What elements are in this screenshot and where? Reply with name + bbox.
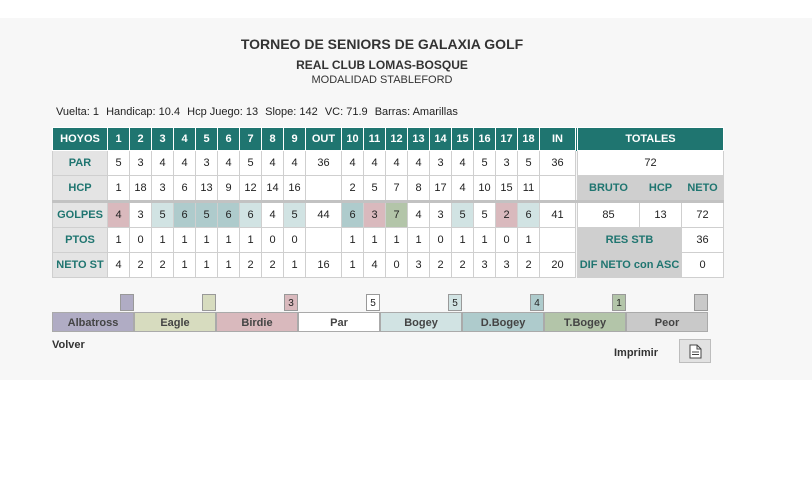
score-cell: 12 bbox=[240, 176, 262, 202]
dif-neto-value: 0 bbox=[682, 253, 724, 278]
score-cell: 6 bbox=[240, 202, 262, 228]
score-cell: 10 bbox=[474, 176, 496, 202]
score-cell: 1 bbox=[452, 228, 474, 253]
score-cell: 4 bbox=[152, 151, 174, 176]
header-cell: IN bbox=[540, 128, 576, 151]
legend-item-par: Par bbox=[298, 312, 380, 332]
score-cell: 3 bbox=[496, 151, 518, 176]
score-cell: 4 bbox=[452, 151, 474, 176]
score-cell: 16 bbox=[306, 253, 342, 278]
score-cell: 2 bbox=[342, 176, 364, 202]
page-title: TORNEO DE SENIORS DE GALAXIA GOLF bbox=[240, 36, 524, 52]
score-cell: 1 bbox=[218, 228, 240, 253]
legend-count-badge bbox=[120, 294, 134, 311]
score-cell: 3 bbox=[496, 253, 518, 278]
score-cell: 3 bbox=[152, 176, 174, 202]
score-cell: 2 bbox=[452, 253, 474, 278]
header-cell: 8 bbox=[262, 128, 284, 151]
row-label: NETO ST bbox=[53, 253, 108, 278]
row-label: PAR bbox=[53, 151, 108, 176]
legend-count-badge bbox=[202, 294, 216, 311]
score-cell: 8 bbox=[408, 176, 430, 202]
legend-count-badge: 3 bbox=[284, 294, 298, 311]
neto-value: 72 bbox=[682, 202, 724, 228]
score-cell: 17 bbox=[430, 176, 452, 202]
header-cell: 12 bbox=[386, 128, 408, 151]
score-cell bbox=[540, 176, 576, 202]
score-cell: 1 bbox=[196, 228, 218, 253]
hcp-label: HCP bbox=[640, 176, 682, 202]
score-cell: 44 bbox=[306, 202, 342, 228]
score-cell: 1 bbox=[174, 228, 196, 253]
neto-label: NETO bbox=[682, 176, 724, 202]
score-cell: 6 bbox=[342, 202, 364, 228]
score-cell: 0 bbox=[130, 228, 152, 253]
score-cell: 4 bbox=[108, 253, 130, 278]
legend-item-tbogey: T.Bogey bbox=[544, 312, 626, 332]
bruto-value: 85 bbox=[578, 202, 640, 228]
score-cell: 1 bbox=[364, 228, 386, 253]
score-cell: 3 bbox=[430, 151, 452, 176]
header-cell: HOYOS bbox=[53, 128, 108, 151]
scorecard-table bbox=[52, 127, 724, 278]
score-cell: 1 bbox=[152, 228, 174, 253]
res-stb-label: RES STB bbox=[578, 228, 682, 253]
score-cell: 3 bbox=[408, 253, 430, 278]
score-cell: 7 bbox=[386, 176, 408, 202]
score-cell: 1 bbox=[342, 253, 364, 278]
score-cell: 0 bbox=[430, 228, 452, 253]
header-cell: 7 bbox=[240, 128, 262, 151]
score-cell: 1 bbox=[386, 228, 408, 253]
score-cell: 4 bbox=[262, 151, 284, 176]
score-cell: 4 bbox=[262, 202, 284, 228]
res-stb-value: 36 bbox=[682, 228, 724, 253]
score-cell: 1 bbox=[284, 253, 306, 278]
round-info bbox=[56, 106, 462, 118]
dif-neto-label: DIF NETO con ASC bbox=[578, 253, 682, 278]
score-cell: 4 bbox=[284, 151, 306, 176]
score-cell: 1 bbox=[518, 228, 540, 253]
header-cell: 17 bbox=[496, 128, 518, 151]
imprimir-label: Imprimir bbox=[614, 347, 659, 359]
score-cell: 2 bbox=[240, 253, 262, 278]
score-cell: 5 bbox=[364, 176, 386, 202]
header-cell: 18 bbox=[518, 128, 540, 151]
score-cell: 18 bbox=[130, 176, 152, 202]
score-cell: 1 bbox=[196, 253, 218, 278]
header-cell: 9 bbox=[284, 128, 306, 151]
score-legend bbox=[52, 294, 708, 332]
header-row bbox=[53, 128, 724, 151]
score-cell: 1 bbox=[174, 253, 196, 278]
table-row-par bbox=[53, 151, 724, 176]
legend-item-dbogey: D.Bogey bbox=[462, 312, 544, 332]
score-cell bbox=[306, 228, 342, 253]
legend-count-badge: 4 bbox=[530, 294, 544, 311]
score-cell: 1 bbox=[108, 176, 130, 202]
score-cell: 0 bbox=[386, 253, 408, 278]
score-cell: 0 bbox=[284, 228, 306, 253]
hcp-value: 13 bbox=[640, 202, 682, 228]
legend-item-eagle: Eagle bbox=[134, 312, 216, 332]
score-cell: 0 bbox=[496, 228, 518, 253]
score-cell: 14 bbox=[262, 176, 284, 202]
header-cell: 4 bbox=[174, 128, 196, 151]
play-mode: MODALIDAD STABLEFORD bbox=[311, 74, 453, 86]
score-cell: 4 bbox=[386, 151, 408, 176]
score-cell: 5 bbox=[452, 202, 474, 228]
hcp-juego-info: Hcp Juego: 13 bbox=[187, 106, 259, 118]
score-cell: 2 bbox=[430, 253, 452, 278]
score-cell: 4 bbox=[174, 151, 196, 176]
document-icon bbox=[689, 344, 702, 359]
header-cell: 2 bbox=[130, 128, 152, 151]
score-cell: 1 bbox=[408, 228, 430, 253]
score-cell: 6 bbox=[174, 176, 196, 202]
score-cell: 4 bbox=[364, 253, 386, 278]
header-cell: 16 bbox=[474, 128, 496, 151]
score-cell: 0 bbox=[262, 228, 284, 253]
score-cell: 5 bbox=[518, 151, 540, 176]
print-button[interactable] bbox=[679, 339, 711, 363]
score-cell: 5 bbox=[196, 202, 218, 228]
row-label: PTOS bbox=[53, 228, 108, 253]
club-name: REAL CLUB LOMAS-BOSQUE bbox=[296, 58, 468, 72]
score-cell: 6 bbox=[174, 202, 196, 228]
legend-item-bogey: Bogey bbox=[380, 312, 462, 332]
table-row-neto-st bbox=[53, 253, 724, 278]
score-cell: 36 bbox=[540, 151, 576, 176]
barras-info: Barras: Amarillas bbox=[374, 106, 458, 118]
bruto-label: BRUTO bbox=[578, 176, 640, 202]
legend-count-badge: 5 bbox=[448, 294, 462, 311]
score-cell: 16 bbox=[284, 176, 306, 202]
row-label: HCP bbox=[53, 176, 108, 202]
score-cell: 2 bbox=[496, 202, 518, 228]
par-total: 72 bbox=[578, 151, 724, 176]
legend-count-badge: 5 bbox=[366, 294, 380, 311]
header-cell: 1 bbox=[108, 128, 130, 151]
header-cell: 11 bbox=[364, 128, 386, 151]
score-cell: 6 bbox=[518, 202, 540, 228]
vuelta-info: Vuelta: 1 bbox=[56, 106, 100, 118]
vc-info: VC: 71.9 bbox=[324, 106, 368, 118]
score-cell: 6 bbox=[218, 202, 240, 228]
legend-item-albatross: Albatross bbox=[52, 312, 134, 332]
score-cell: 4 bbox=[452, 176, 474, 202]
score-cell: 4 bbox=[364, 151, 386, 176]
legend-item-peor: Peor bbox=[626, 312, 708, 332]
score-cell: 20 bbox=[540, 253, 576, 278]
score-cell: 5 bbox=[152, 202, 174, 228]
score-cell: 5 bbox=[284, 202, 306, 228]
header-cell: 15 bbox=[452, 128, 474, 151]
score-cell: 41 bbox=[540, 202, 576, 228]
header-cell-totales: TOTALES bbox=[578, 128, 724, 151]
score-cell: 4 bbox=[342, 151, 364, 176]
score-cell: 3 bbox=[196, 151, 218, 176]
score-cell: 3 bbox=[130, 151, 152, 176]
score-cell: 1 bbox=[240, 228, 262, 253]
legend-item-birdie: Birdie bbox=[216, 312, 298, 332]
score-cell: 5 bbox=[474, 151, 496, 176]
legend-count-badge: 1 bbox=[612, 294, 626, 311]
score-cell: 5 bbox=[108, 151, 130, 176]
header-cell: 14 bbox=[430, 128, 452, 151]
legend-count-badge bbox=[694, 294, 708, 311]
score-cell: 13 bbox=[196, 176, 218, 202]
score-cell: 3 bbox=[430, 202, 452, 228]
score-cell: 2 bbox=[518, 253, 540, 278]
score-cell: 5 bbox=[474, 202, 496, 228]
score-cell: 2 bbox=[152, 253, 174, 278]
score-cell: 7 bbox=[386, 202, 408, 228]
table-row-hcp bbox=[53, 176, 724, 202]
score-cell: 36 bbox=[306, 151, 342, 176]
volver-link[interactable]: Volver bbox=[52, 339, 85, 351]
header-cell: 3 bbox=[152, 128, 174, 151]
header-cell: 10 bbox=[342, 128, 364, 151]
score-cell: 1 bbox=[474, 228, 496, 253]
score-cell: 3 bbox=[474, 253, 496, 278]
header-cell: 5 bbox=[196, 128, 218, 151]
score-cell: 4 bbox=[218, 151, 240, 176]
score-cell: 2 bbox=[130, 253, 152, 278]
score-cell bbox=[540, 228, 576, 253]
slope-info: Slope: 142 bbox=[265, 106, 318, 118]
table-row-golpes bbox=[53, 202, 724, 228]
score-cell: 1 bbox=[218, 253, 240, 278]
score-cell: 2 bbox=[262, 253, 284, 278]
score-cell: 5 bbox=[240, 151, 262, 176]
header-cell: 6 bbox=[218, 128, 240, 151]
score-cell bbox=[306, 176, 342, 202]
table-row-ptos bbox=[53, 228, 724, 253]
score-cell: 15 bbox=[496, 176, 518, 202]
score-cell: 3 bbox=[130, 202, 152, 228]
score-cell: 4 bbox=[408, 202, 430, 228]
score-cell: 1 bbox=[108, 228, 130, 253]
handicap-info: Handicap: 10.4 bbox=[106, 106, 181, 118]
score-cell: 3 bbox=[364, 202, 386, 228]
score-cell: 9 bbox=[218, 176, 240, 202]
score-cell: 11 bbox=[518, 176, 540, 202]
row-label: GOLPES bbox=[53, 202, 108, 228]
score-cell: 4 bbox=[408, 151, 430, 176]
header-cell: 13 bbox=[408, 128, 430, 151]
score-cell: 1 bbox=[342, 228, 364, 253]
score-cell: 4 bbox=[108, 202, 130, 228]
header-cell: OUT bbox=[306, 128, 342, 151]
